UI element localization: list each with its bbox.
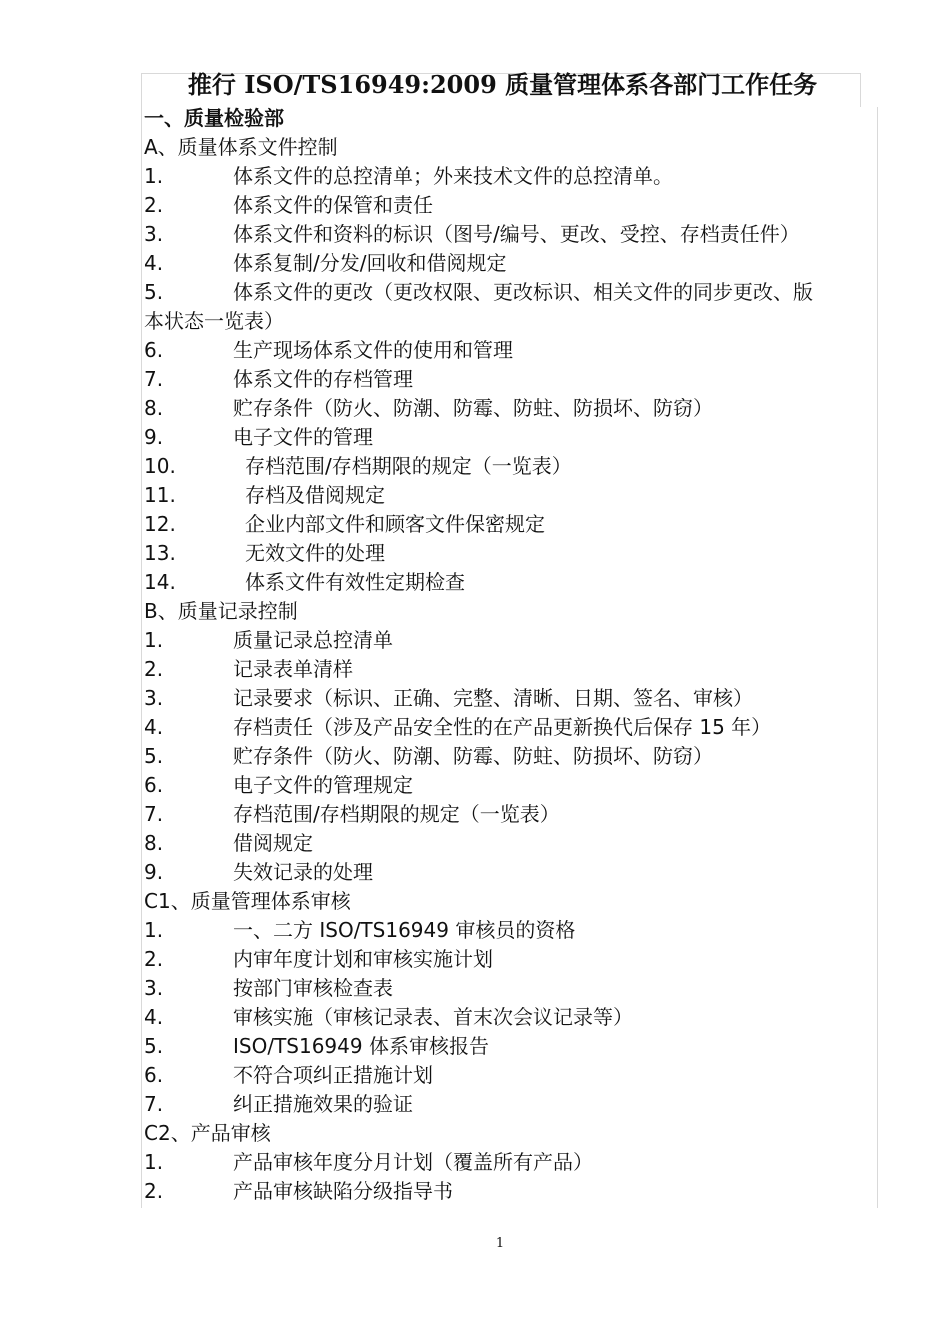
item-text: 体系文件的总控清单；外来技术文件的总控清单。 [233,164,673,188]
item-number: 3. [144,686,164,710]
item-number: 11. [144,483,176,507]
list-item [144,1148,884,1177]
item-text: 体系文件的存档管理 [233,367,413,391]
item-text: 审核实施（审核记录表、首末次会议记录等） [233,1005,633,1029]
item-text: ISO/TS16949 体系审核报告 [233,1034,489,1058]
item-text: 内审年度计划和审核实施计划 [233,947,493,971]
item-text: 质量记录总控清单 [233,628,393,652]
item-number: 6. [144,338,164,362]
document-body [144,104,884,1206]
list-item [144,452,884,481]
item-text: 一、二方 ISO/TS16949 审核员的资格 [233,918,576,942]
item-text: 借阅规定 [233,831,313,855]
item-text: 无效文件的处理 [245,541,385,565]
item-text: 存档范围/存档期限的规定（一览表） [245,454,572,478]
item-text: 存档范围/存档期限的规定（一览表） [233,802,560,826]
frame-line-left [141,73,142,1208]
item-text: 纠正措施效果的验证 [233,1092,413,1116]
item-number: 1. [144,164,164,188]
item-number: 1. [144,918,164,942]
item-text: 记录要求（标识、正确、完整、清晰、日期、签名、审核） [233,686,753,710]
item-number: 9. [144,860,164,884]
item-text: 存档责任（涉及产品安全性的在产品更新换代后保存 15 年） [233,715,772,739]
list-item [144,626,884,655]
list-item [144,278,884,307]
list-item [144,481,884,510]
item-text: 贮存条件（防火、防潮、防霉、防蛀、防损坏、防窃） [233,744,713,768]
item-number: 4. [144,251,164,275]
list-item [144,858,884,887]
item-number: 7. [144,1092,164,1116]
item-number: 8. [144,831,164,855]
item-text: 体系文件有效性定期检查 [245,570,465,594]
item-text: 体系文件的保管和责任 [233,193,433,217]
item-text: 电子文件的管理 [233,425,373,449]
item-number: 1. [144,628,164,652]
item-text-continuation: 本状态一览表） [144,309,284,333]
list-item [144,423,884,452]
item-number: 4. [144,1005,164,1029]
item-text: 产品审核缺陷分级指导书 [233,1179,453,1203]
list-item [144,655,884,684]
list-item [144,539,884,568]
item-text: 按部门审核检查表 [233,976,393,1000]
item-text: 失效记录的处理 [233,860,373,884]
list-item [144,713,884,742]
list-item [144,510,884,539]
item-number: 9. [144,425,164,449]
document-title: 推行 ISO/TS16949:2009 质量管理体系各部门工作任务 [187,70,818,99]
list-item [144,684,884,713]
list-item [144,974,884,1003]
list-item [144,220,884,249]
item-number: 6. [144,1063,164,1087]
item-text: 记录表单清样 [233,657,353,681]
item-number: 4. [144,715,164,739]
list-item [144,365,884,394]
list-item [144,1003,884,1032]
item-number: 2. [144,657,164,681]
item-number: 2. [144,947,164,971]
list-item [144,771,884,800]
item-number: 5. [144,744,164,768]
list-item [144,162,884,191]
item-number: 7. [144,367,164,391]
list-item [144,1061,884,1090]
list-item [144,249,884,278]
item-number: 5. [144,1034,164,1058]
item-text: 企业内部文件和顾客文件保密规定 [245,512,545,536]
item-text: 体系文件的更改（更改权限、更改标识、相关文件的同步更改、版 [233,280,813,304]
item-text: 贮存条件（防火、防潮、防霉、防蛀、防损坏、防窃） [233,396,713,420]
item-number: 2. [144,1179,164,1203]
item-number: 10. [144,454,176,478]
list-item [144,800,884,829]
item-text: 生产现场体系文件的使用和管理 [233,338,513,362]
item-text: 存档及借阅规定 [245,483,385,507]
list-item [144,916,884,945]
department-heading: 一、质量检验部 [144,106,284,130]
list-item [144,829,884,858]
item-number: 8. [144,396,164,420]
list-item [144,945,884,974]
list-item [144,568,884,597]
page-number: 1 [495,1236,505,1251]
item-number: 2. [144,193,164,217]
sections-container [144,133,884,1206]
item-text: 产品审核年度分月计划（覆盖所有产品） [233,1150,593,1174]
item-text: 不符合项纠正措施计划 [233,1063,433,1087]
item-number: 13. [144,541,176,565]
list-item [144,394,884,423]
item-number: 12. [144,512,176,536]
list-item [144,1090,884,1119]
item-number: 3. [144,222,164,246]
list-item [144,336,884,365]
section-heading: B、质量记录控制 [144,599,298,623]
list-item [144,1032,884,1061]
section-heading: A、质量体系文件控制 [144,135,338,159]
list-item [144,1177,884,1206]
item-number: 5. [144,280,164,304]
item-number: 1. [144,1150,164,1174]
list-item-continuation [144,307,884,336]
item-number: 3. [144,976,164,1000]
section-heading: C2、产品审核 [144,1121,271,1145]
item-text: 体系文件和资料的标识（图号/编号、更改、受控、存档责任件） [233,222,800,246]
list-item [144,742,884,771]
item-number: 6. [144,773,164,797]
item-text: 体系复制/分发/回收和借阅规定 [233,251,507,275]
item-number: 7. [144,802,164,826]
list-item [144,191,884,220]
section-heading: C1、质量管理体系审核 [144,889,351,913]
item-text: 电子文件的管理规定 [233,773,413,797]
item-number: 14. [144,570,176,594]
